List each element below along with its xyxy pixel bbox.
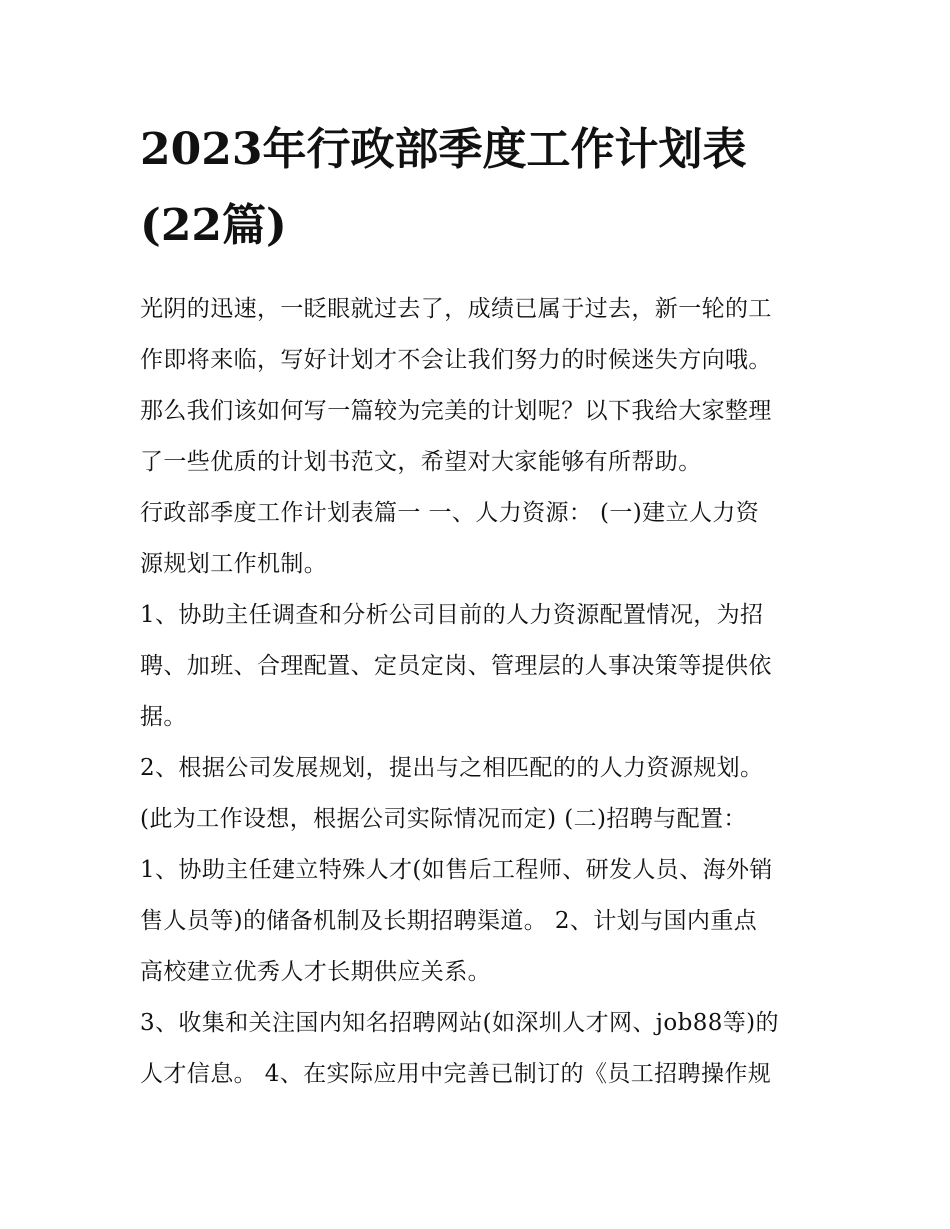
paragraph-item-recruit-3: 3、收集和关注国内知名招聘网站(如深圳人才网、job88等)的 人才信息。 4、在实际应用中完善已制订的《员工招聘操作规 — [140, 1010, 779, 1087]
paragraph-item-recruit-1: 1、协助主任建立特殊人才(如售后工程师、研发人员、海外销 售人员等)的储备机制及长期招聘渠道。 2、计划与国内重点 高校建立优秀人才长期供应关系。 — [140, 857, 773, 985]
document-content — [140, 112, 815, 1100]
document-title: 2023年行政部季度工作计划表 (22篇) — [140, 124, 747, 251]
paragraph-item-2: 2、根据公司发展规划，提出与之相匹配的的人力资源规划。 (此为工作设想，根据公司实际情况而定) (二)招聘与配置： — [140, 755, 764, 832]
paragraph-item-1: 1、协助主任调查和分析公司目前的人力资源配置情况，为招 聘、加班、合理配置、定员定岗、管理层的人事决策等提供依 据。 — [140, 602, 772, 730]
paragraph-section-heading: 行政部季度工作计划表篇一 一、人力资源： (一)建立人力资 源规划工作机制。 — [140, 500, 760, 577]
paragraph-intro: 光阴的迅速，一眨眼就过去了，成绩已属于过去，新一轮的工 作即将来临，写好计划才不会让我们努力的时候迷失方向哦。 那么我们该如何写一篇较为完美的计划呢？以下我给大家整理 了一些优质的计划书范文，希望对大家能够有所帮助。 — [140, 296, 772, 475]
